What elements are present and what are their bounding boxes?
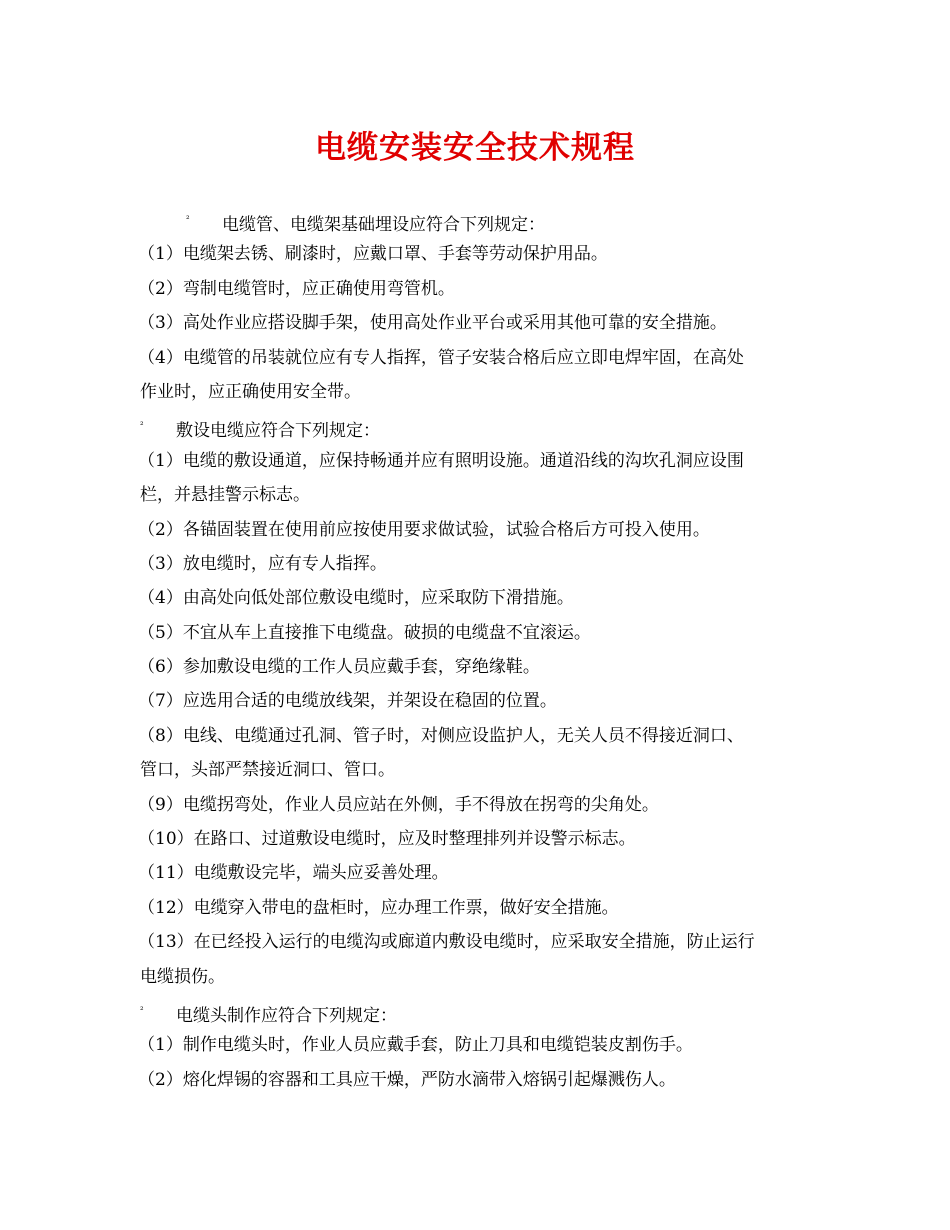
list-item: （11）电缆敷设完毕，端头应妥善处理。 [138, 863, 449, 884]
section-heading-text: 敷设电缆应符合下列规定： [176, 421, 380, 442]
list-item: （1）电缆的敷设通道，应保持畅通并应有照明设施。通道沿线的沟坎孔洞应设围 [138, 450, 744, 471]
list-item: （2）弯制电缆管时，应正确使用弯管机。 [138, 278, 455, 299]
list-item: （8）电线、电缆通过孔洞、管子时，对侧应设监护人，无关人员不得接近洞口、 [138, 725, 744, 746]
list-item: （6）参加敷设电缆的工作人员应戴手套，穿绝缘鞋。 [138, 657, 540, 678]
section-heading-text: 电缆头制作应符合下列规定： [176, 1005, 397, 1026]
list-item-continuation: 栏，并悬挂警示标志。 [140, 485, 310, 506]
list-item-continuation: 管口，头部严禁接近洞口、管口。 [140, 760, 395, 781]
list-item: （12）电缆穿入带电的盘柜时，应办理工作票，做好安全措施。 [138, 897, 619, 918]
bullet-mark: ² [186, 215, 190, 225]
list-item: （2）各锚固装置在使用前应按使用要求做试验，试验合格后方可投入使用。 [138, 519, 710, 540]
bullet-mark: ² [140, 1005, 144, 1016]
list-item-continuation: 作业时，应正确使用安全带。 [140, 381, 361, 402]
list-item: （3）高处作业应搭设脚手架，使用高处作业平台或采用其他可靠的安全措施。 [138, 313, 727, 334]
list-item: （4）由高处向低处部位敷设电缆时，应采取防下滑措施。 [138, 588, 574, 609]
list-item: （1）制作电缆头时，作业人员应戴手套，防止刀具和电缆铠装皮割伤手。 [138, 1035, 693, 1056]
document-body [140, 203, 820, 1097]
page-title: 电缆安装安全技术规程 [315, 130, 635, 166]
section-heading [140, 409, 820, 443]
list-item: （4）电缆管的吊装就位应有专人指挥，管子安装合格后应立即电焊牢固，在高处 [138, 347, 744, 368]
list-item: （13）在已经投入运行的电缆沟或廊道内敷设电缆时，应采取安全措施，防止运行 [138, 932, 755, 953]
list-item: （2）熔化焊锡的容器和工具应干燥，严防水滴带入熔锅引起爆溅伤人。 [138, 1069, 676, 1090]
list-item: （1）电缆架去锈、刷漆时，应戴口罩、手套等劳动保护用品。 [138, 244, 608, 265]
bullet-mark: ² [140, 421, 144, 432]
list-item-continuation: 电缆损伤。 [140, 966, 225, 987]
section-heading [140, 994, 820, 1028]
section-heading-text: 电缆管、电缆架基础埋设应符合下列规定： [222, 215, 545, 235]
list-item: （7）应选用合适的电缆放线架，并架设在稳固的位置。 [138, 691, 557, 712]
section-heading [140, 203, 820, 237]
list-item: （10）在路口、过道敷设电缆时，应及时整理排列并设警示标志。 [138, 829, 636, 850]
list-item: （5）不宜从车上直接推下电缆盘。破损的电缆盘不宜滚运。 [138, 622, 591, 643]
list-item: （3）放电缆时，应有专人指挥。 [138, 553, 387, 574]
list-item: （9）电缆拐弯处，作业人员应站在外侧，手不得放在拐弯的尖角处。 [138, 794, 659, 815]
